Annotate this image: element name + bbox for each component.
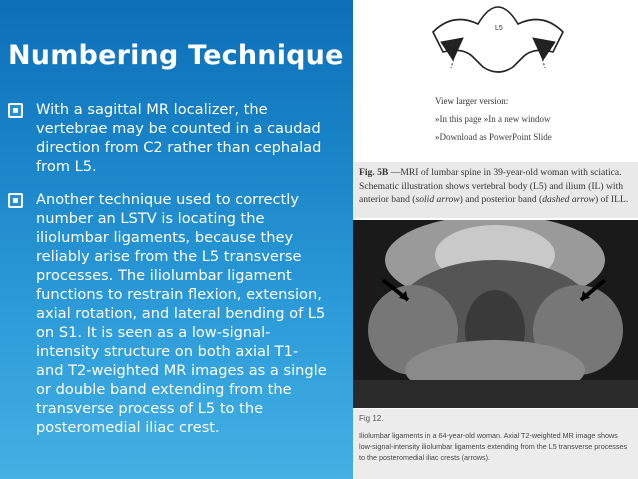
bullet-text: Another technique used to correctly number an LSTV is locating the iliolumbar ligaments, because they reliably arise from the L5 transverse processes. The iliolumbar ligament functions to restrain flexion, extension, axial rotation, and lateral bending of L5 on S1. It is seen as a low-signal-intensity structure on both axial T1- and T2-weighted MR images as a single or double band extending from the transverse process of L5 to the posteromedial iliac crest. xyxy=(36,191,327,436)
link-download[interactable]: »Download as PowerPoint Slide xyxy=(435,132,552,142)
link-new-window-label: In a new window xyxy=(488,114,551,124)
caption-label: Fig. 5B xyxy=(359,167,389,178)
link-new-window[interactable]: »In a new window xyxy=(483,114,551,124)
caption-text: —MRI of lumbar spine in 39-year-old woman with sciatica. Schematic illustration shows vertebral body (L5) and ilium (IL) with anterior band ( xyxy=(359,167,624,205)
bullet-text: With a sagittal MR localizer, the vertebrae may be counted in a caudad direction from C2 rather than cephalad from L5. xyxy=(36,101,322,175)
caption-mid: ) and posterior band ( xyxy=(459,194,543,205)
bullet-square-icon xyxy=(8,103,26,115)
figure-caption-top xyxy=(353,162,638,218)
bullet-square-icon xyxy=(8,193,26,205)
mri-image xyxy=(353,220,638,408)
bullet-list xyxy=(8,100,328,451)
figure-links xyxy=(435,92,552,146)
link-in-page-label: In this page xyxy=(439,114,482,124)
link-in-page[interactable]: »In this page xyxy=(435,114,482,124)
caption-solid: solid arrow xyxy=(415,194,460,205)
vertebra-diagram xyxy=(413,2,583,87)
diagram-label: L5 xyxy=(495,25,503,32)
fig12-caption: Iliolumbar ligaments in a 64-year-old woman. Axial T2-weighted MR image shows low-signal-intensity iliolumbar ligaments extending from the L5 transverse processes to the posteromedial iliac crests (arrows). xyxy=(359,431,628,462)
figure-caption-bottom xyxy=(353,409,638,479)
fig12-label: Fig 12. xyxy=(359,414,384,423)
link-download-label: Download as PowerPoint Slide xyxy=(439,132,552,142)
bullet-item xyxy=(8,100,328,176)
bullet-item xyxy=(8,190,328,437)
caption-end: ) of ILL. xyxy=(594,194,629,205)
figure-panel xyxy=(353,0,638,479)
slide-title: Numbering Technique xyxy=(8,40,344,71)
caption-dashed: dashed arrow xyxy=(542,194,595,205)
view-larger-text: View larger version: xyxy=(435,96,509,106)
